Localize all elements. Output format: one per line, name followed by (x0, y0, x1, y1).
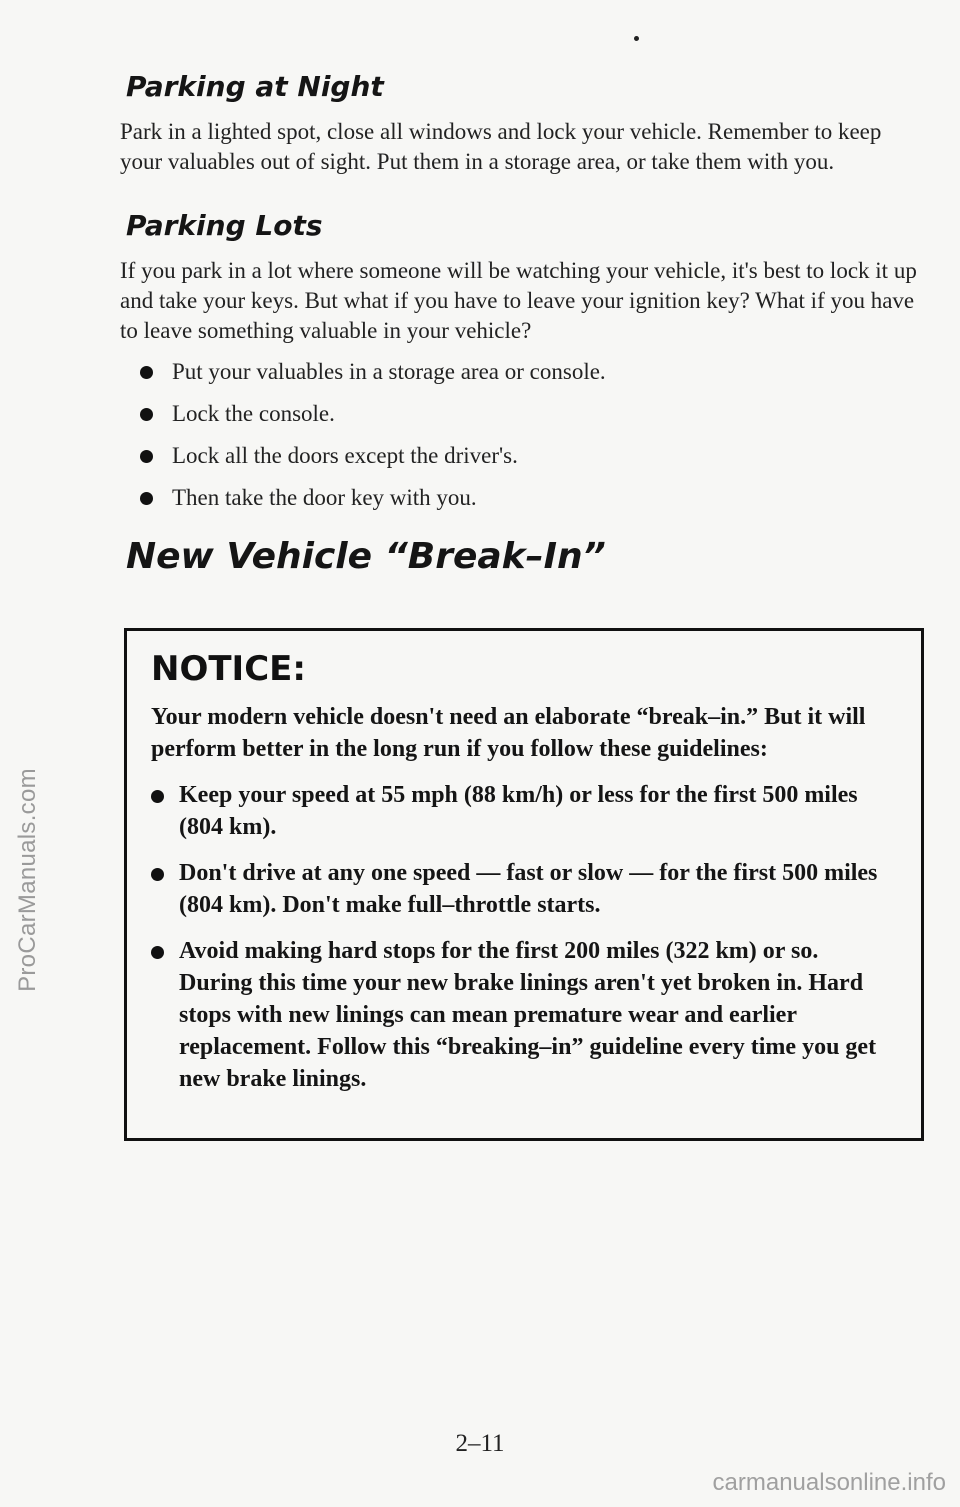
parking-night-body: Park in a lighted spot, close all windows and lock your vehicle. Remember to keep your valuables out of sight. Put them in a storage area, or take them with you. (120, 119, 882, 174)
bullet-icon (151, 868, 164, 881)
list-item-text: Avoid making hard stops for the first 200 miles (322 km) or so. During this time your new brake linings aren't yet broken in. Hard stops with new linings can mean premature wear and earlier replacement. Follow this “breaking–in” guideline every time you get new brake linings. (179, 938, 877, 1092)
bullet-icon (140, 492, 153, 505)
notice-box (124, 628, 924, 1141)
page-number: 2–11 (455, 1430, 505, 1457)
page-content (120, 70, 920, 595)
list-item (151, 779, 897, 843)
notice-intro: Your modern vehicle doesn't need an elaborate “break–in.” But it will perform better in the long run if you follow these guidelines: (151, 704, 866, 762)
notice-title: NOTICE: (151, 649, 306, 689)
top-dot-mark (634, 36, 639, 41)
bottom-watermark: carmanualsonline.info (712, 1469, 946, 1496)
list-item-text: Lock all the doors except the driver's. (172, 443, 518, 468)
parking-lots-list (120, 358, 920, 512)
list-item-text: Then take the door key with you. (172, 485, 477, 510)
bullet-icon (151, 946, 164, 959)
list-item (120, 442, 920, 470)
list-item (120, 358, 920, 386)
list-item-text: Put your valuables in a storage area or console. (172, 359, 606, 384)
list-item (120, 484, 920, 512)
bullet-icon (140, 450, 153, 463)
parking-night-heading: Parking at Night (126, 70, 384, 103)
list-item (120, 400, 920, 428)
list-item (151, 935, 897, 1095)
bullet-icon (151, 790, 164, 803)
list-item (151, 857, 897, 921)
side-watermark: ProCarManuals.com (14, 768, 41, 992)
notice-list (151, 779, 897, 1095)
bullet-icon (140, 408, 153, 421)
parking-lots-body: If you park in a lot where someone will be watching your vehicle, it's best to lock it up and take your keys. But what if you have to leave your ignition key? What if you have to leave something valuable in your vehicle? (120, 258, 917, 343)
break-in-heading: New Vehicle “Break–In” (126, 536, 606, 577)
list-item-text: Lock the console. (172, 401, 335, 426)
parking-lots-heading: Parking Lots (126, 209, 323, 242)
list-item-text: Don't drive at any one speed — fast or slow — for the first 500 miles (804 km). Don't make full–throttle starts. (179, 860, 878, 918)
bullet-icon (140, 366, 153, 379)
list-item-text: Keep your speed at 55 mph (88 km/h) or less for the first 500 miles (804 km). (179, 782, 858, 840)
